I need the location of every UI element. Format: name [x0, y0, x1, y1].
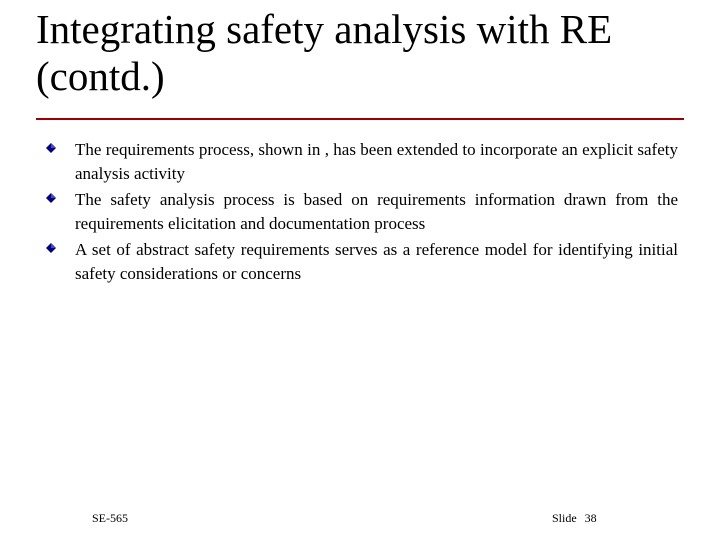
bullet-item	[46, 238, 678, 285]
slide-title	[36, 6, 696, 100]
slide-title-line-1: Integrating safety analysis with RE	[36, 6, 613, 52]
bullet-text: A set of abstract safety requirements serves as a reference model for identifying initial safety considerations or concerns	[75, 240, 678, 283]
diamond-bullet-icon	[46, 243, 56, 253]
diamond-bullet-icon	[46, 143, 56, 153]
diamond-bullet-icon	[46, 193, 56, 203]
footer-course: SE-565	[92, 511, 128, 525]
bullet-text: The safety analysis process is based on requirements information drawn from the requirements elicitation and documentation process	[75, 190, 678, 233]
title-divider	[36, 118, 684, 120]
bullet-item	[46, 188, 678, 235]
footer-slide-number	[552, 511, 597, 526]
footer-slide-value: 38	[584, 511, 597, 525]
bullet-item	[46, 138, 678, 185]
bullet-text: The requirements process, shown in , has been extended to incorporate an explicit safety analysis activity	[75, 140, 678, 183]
bullet-list	[46, 138, 678, 288]
footer-slide-label: Slide	[552, 511, 577, 525]
slide-title-line-2: (contd.)	[36, 53, 165, 99]
